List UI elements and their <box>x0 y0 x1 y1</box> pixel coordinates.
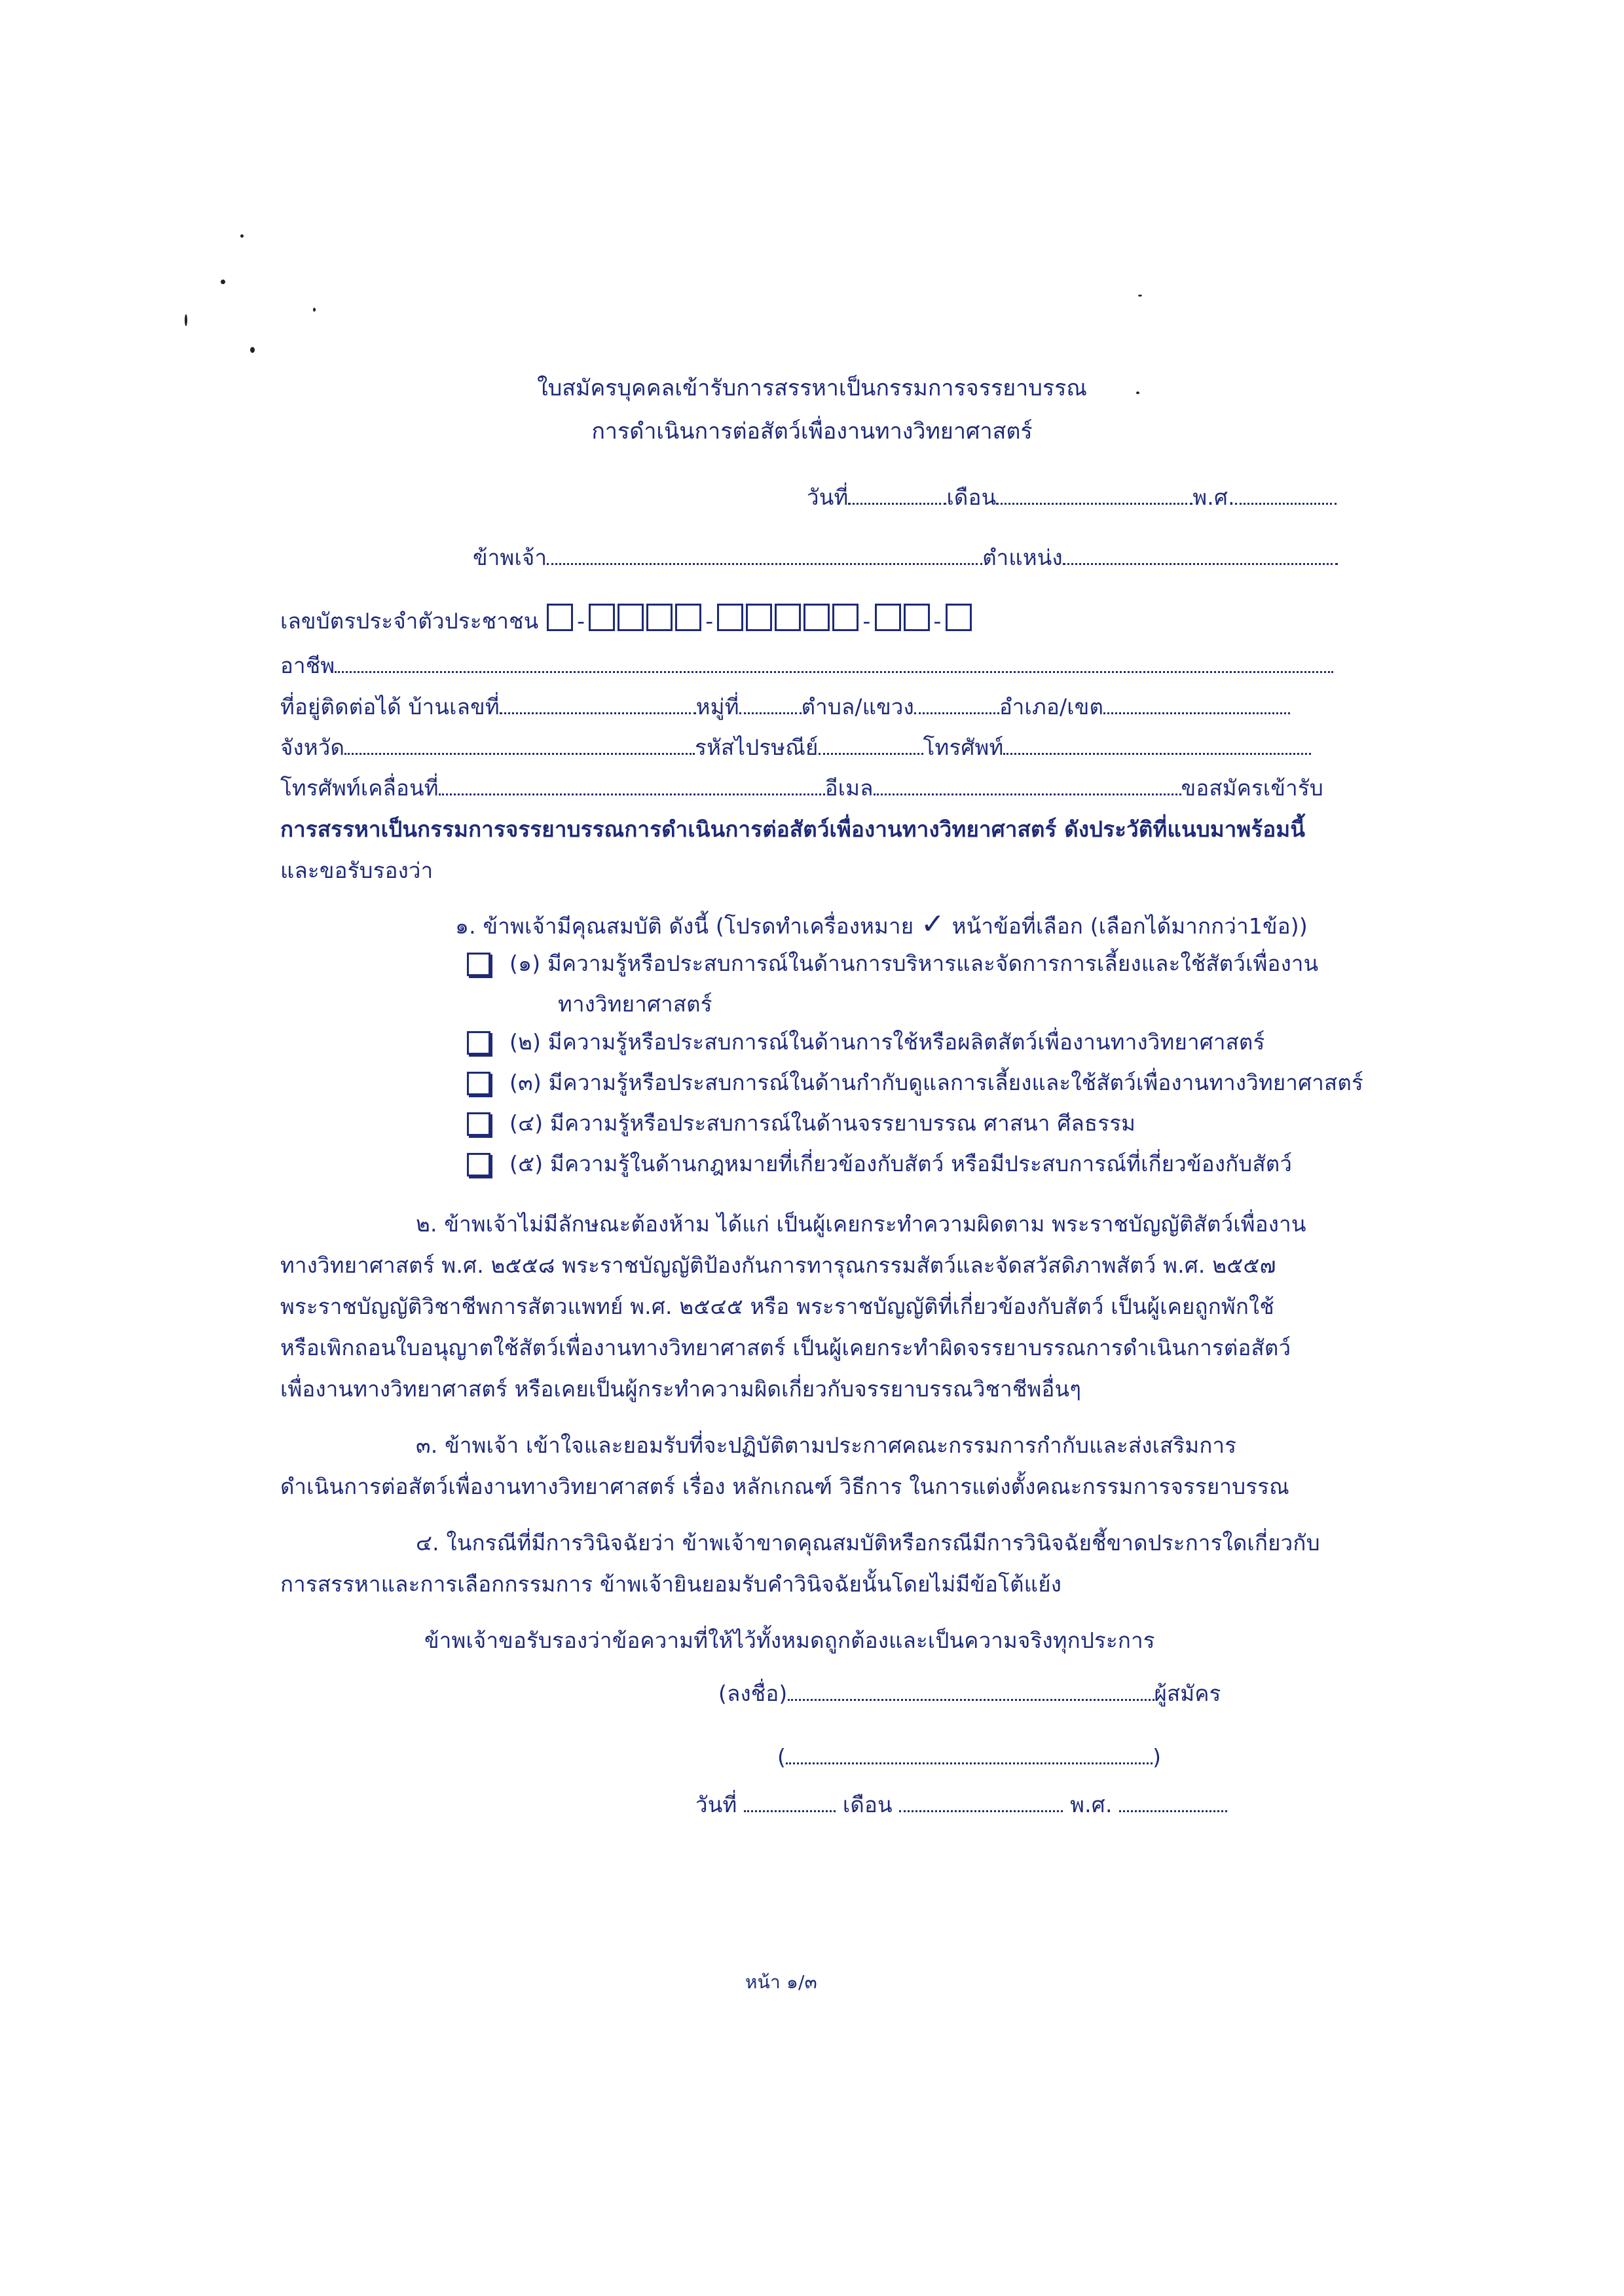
printed-name-field[interactable] <box>786 1744 1153 1764</box>
province-label: จังหวัด <box>280 735 345 760</box>
occupation-row <box>280 651 1333 680</box>
id-digit-box[interactable] <box>618 604 644 631</box>
page-number: หน้า ๑/๓ <box>745 1971 817 1993</box>
phone-field[interactable] <box>1003 735 1311 755</box>
para2-line-5: เพื่องานทางวิทยาศาสตร์ หรือเคยเป็นผู้กระทำความผิดเกี่ยวกับจรรยาบรรณวิชาชีพอื่นๆ <box>280 1376 1082 1402</box>
checkmark-icon: ✓ <box>920 907 946 941</box>
scan-speck <box>1138 295 1142 297</box>
province-row <box>280 733 1311 762</box>
certify-statement: ข้าพเจ้าขอรับรองว่าข้อความที่ให้ไว้ทั้งหมดถูกต้องและเป็นความจริงทุกประการ <box>424 1628 1155 1653</box>
id-digit-box[interactable] <box>717 604 743 631</box>
paren-open: ( <box>777 1744 786 1770</box>
id-digit-box[interactable] <box>646 604 673 631</box>
para4-line-1: ๔. ในกรณีที่มีการวินิจฉัยว่า ข้าพเจ้าขาดคุณสมบัติหรือกรณีมีการวินิจฉัยชี้ขาดประการใดเกี่ยวกับ <box>416 1530 1320 1556</box>
id-digit-box[interactable] <box>675 604 701 631</box>
occupation-field[interactable] <box>335 653 1333 673</box>
mobile-row <box>280 774 1323 803</box>
option-4-text: (๔) มีความรู้หรือประสบการณ์ในด้านจรรยาบรรณ ศาสนา ศีลธรรม <box>509 1110 1136 1136</box>
scan-speck <box>313 308 316 312</box>
id-card-label: เลขบัตรประจำตัวประชาชน <box>280 608 539 634</box>
id-separator: - <box>862 608 871 634</box>
phone-label: โทรศัพท์ <box>923 735 1004 760</box>
option-3-text: (๓) มีความรู้หรือประสบการณ์ในด้านกำกับดูแลการเลี้ยงและใช้สัตว์เพื่องานทางวิทยาศาสตร์ <box>509 1070 1363 1095</box>
id-card-boxes[interactable] <box>545 608 972 634</box>
sign-label: (ลงชื่อ) <box>718 1681 788 1706</box>
para2-line-4: หรือเพิกถอนใบอนุญาตใช้สัตว์เพื่องานทางวิทยาศาสตร์ เป็นผู้เคยกระทำผิดจรรยาบรรณการดำเนินการต่อสัตว์ <box>280 1335 1291 1360</box>
id-digit-box[interactable] <box>875 604 901 631</box>
province-field[interactable] <box>344 735 695 755</box>
option-1-text-cont: ทางวิทยาศาสตร์ <box>558 991 712 1017</box>
date-month-field[interactable] <box>996 484 1192 505</box>
position-field[interactable] <box>1063 545 1338 565</box>
applicant-role-label: ผู้สมัคร <box>1154 1681 1221 1706</box>
signature-field[interactable] <box>788 1681 1154 1701</box>
id-digit-box[interactable] <box>946 604 972 631</box>
qualification-header-a: ๑. ข้าพเจ้ามีคุณสมบัติ ดังนี้ (โปรดทำเครื่องหมาย <box>455 913 914 939</box>
tambon-label: ตำบล/แขวง <box>801 694 914 720</box>
applicant-row <box>473 543 1338 572</box>
para4-line-2: การสรรหาและการเลือกกรรมการ ข้าพเจ้ายินยอมรับคำวินิจฉัยนั้นโดยไม่มีข้อโต้แย้ง <box>280 1571 1062 1597</box>
moo-field[interactable] <box>739 694 802 714</box>
id-separator: - <box>705 608 714 634</box>
amphoe-field[interactable] <box>1103 694 1290 714</box>
scan-speck <box>250 347 255 353</box>
option-3-checkbox[interactable] <box>467 1072 490 1095</box>
date-day-label: วันที่ <box>807 484 849 510</box>
date-month-label: เดือน <box>946 484 997 510</box>
email-field[interactable] <box>874 775 1181 795</box>
option-2-text: (๒) มีความรู้หรือประสบการณ์ในด้านการใช้หรือผลิตสัตว์เพื่องานทางวิทยาศาสตร์ <box>509 1029 1265 1055</box>
applicant-label: ข้าพเจ้า <box>473 545 547 570</box>
id-digit-box[interactable] <box>803 604 830 631</box>
para2-line-2: ทางวิทยาศาสตร์ พ.ศ. ๒๕๕๘ พระราชบัญญัติป้องกันการทารุณกรรมสัตว์และจัดสวัสดิภาพสัตว์ พ.ศ. ๒๕๕๗ <box>280 1252 1276 1278</box>
intro-line-2: การสรรหาเป็นกรรมการจรรยาบรรณการดำเนินการต่อสัตว์เพื่องานทางวิทยาศาสตร์ ดังประวัติที่แนบมาพร้อมนี้ <box>280 816 1306 842</box>
paren-close: ) <box>1153 1744 1162 1770</box>
amphoe-label: อำเภอ/เขต <box>999 694 1104 720</box>
id-digit-box[interactable] <box>904 604 930 631</box>
intro-line-3: และขอรับรองว่า <box>280 858 434 883</box>
sig-month-field[interactable] <box>899 1792 1063 1812</box>
option-2-checkbox[interactable] <box>467 1031 490 1055</box>
mobile-label: โทรศัพท์เคลื่อนที่ <box>280 775 439 801</box>
id-digit-box[interactable] <box>832 604 858 631</box>
form-title-line-1: ใบสมัครบุคคลเข้ารับการสรรหาเป็นกรรมการจรรยาบรรณ <box>537 375 1087 401</box>
apply-label: ขอสมัครเข้ารับ <box>1181 775 1323 801</box>
applicant-name-field[interactable] <box>547 545 982 565</box>
house-no-field[interactable] <box>500 694 696 714</box>
para3-line-2: ดำเนินการต่อสัตว์เพื่องานทางวิทยาศาสตร์ เรื่อง หลักเกณฑ์ วิธีการ ในการแต่งตั้งคณะกรรมการจรรยาบรรณ <box>280 1474 1289 1499</box>
sig-year-label: พ.ศ. <box>1070 1792 1113 1817</box>
option-1-checkbox[interactable] <box>467 953 490 976</box>
id-digit-box[interactable] <box>589 604 615 631</box>
email-label: อีเมล <box>824 775 874 801</box>
date-year-field[interactable] <box>1235 484 1337 505</box>
id-digit-box[interactable] <box>775 604 801 631</box>
signature-row <box>718 1679 1221 1708</box>
id-digit-box[interactable] <box>547 604 573 631</box>
option-1-text: (๑) มีความรู้หรือประสบการณ์ในด้านการบริหารและจัดการการเลี้ยงและใช้สัตว์เพื่องาน <box>509 951 1319 976</box>
position-label: ตำแหน่ง <box>982 545 1063 570</box>
printed-name-row <box>777 1743 1161 1772</box>
signature-date-row <box>695 1791 1227 1819</box>
moo-label: หมู่ที่ <box>695 694 739 720</box>
scan-speck <box>185 314 187 326</box>
occupation-label: อาชีพ <box>280 653 335 678</box>
para2-line-1: ๒. ข้าพเจ้าไม่มีลักษณะต้องห้าม ได้แก่ เป็นผู้เคยกระทำความผิดตาม พระราชบัญญัติสัตว์เพื่องาน <box>416 1211 1306 1237</box>
id-separator: - <box>933 608 942 634</box>
para2-line-3: พระราชบัญญัติวิชาชีพการสัตวแพทย์ พ.ศ. ๒๕๔๕ หรือ พระราชบัญญัติที่เกี่ยวข้องกับสัตว์ เป็นผู้เคยถูกพักใช้ <box>280 1294 1274 1319</box>
address-row <box>280 693 1290 721</box>
option-5-text: (๕) มีความรู้ในด้านกฎหมายที่เกี่ยวข้องกับสัตว์ หรือมีประสบการณ์ที่เกี่ยวข้องกับสัตว์ <box>509 1151 1293 1176</box>
sig-month-label: เดือน <box>842 1792 893 1817</box>
sig-year-field[interactable] <box>1119 1792 1227 1812</box>
qualification-header <box>455 907 1308 941</box>
option-4-checkbox[interactable] <box>467 1112 490 1136</box>
qualification-header-b: หน้าข้อที่เลือก (เลือกได้มากกว่า1ข้อ)) <box>951 913 1308 939</box>
scan-speck <box>221 280 225 284</box>
option-5-checkbox[interactable] <box>467 1153 490 1176</box>
form-title-line-2: การดำเนินการต่อสัตว์เพื่องานทางวิทยาศาสตร์ <box>591 418 1033 445</box>
id-separator: - <box>577 608 585 634</box>
para3-line-1: ๓. ข้าพเจ้า เข้าใจและยอมรับที่จะปฏิบัติตามประกาศคณะกรรมการกำกับและส่งเสริมการ <box>416 1432 1237 1458</box>
sig-day-field[interactable] <box>744 1792 836 1812</box>
address-label: ที่อยู่ติดต่อได้ บ้านเลขที่ <box>280 694 500 720</box>
postcode-field[interactable] <box>819 735 923 755</box>
sig-day-label: วันที่ <box>695 1792 737 1817</box>
id-digit-box[interactable] <box>746 604 772 631</box>
postcode-label: รหัสไปรษณีย์ <box>695 735 819 760</box>
scan-speck <box>240 234 244 238</box>
id-card-row <box>280 604 973 636</box>
date-day-field[interactable] <box>848 484 946 505</box>
date-row <box>807 483 1337 512</box>
date-year-label: พ.ศ. <box>1192 484 1235 510</box>
mobile-field[interactable] <box>439 775 825 795</box>
tambon-field[interactable] <box>914 694 999 714</box>
